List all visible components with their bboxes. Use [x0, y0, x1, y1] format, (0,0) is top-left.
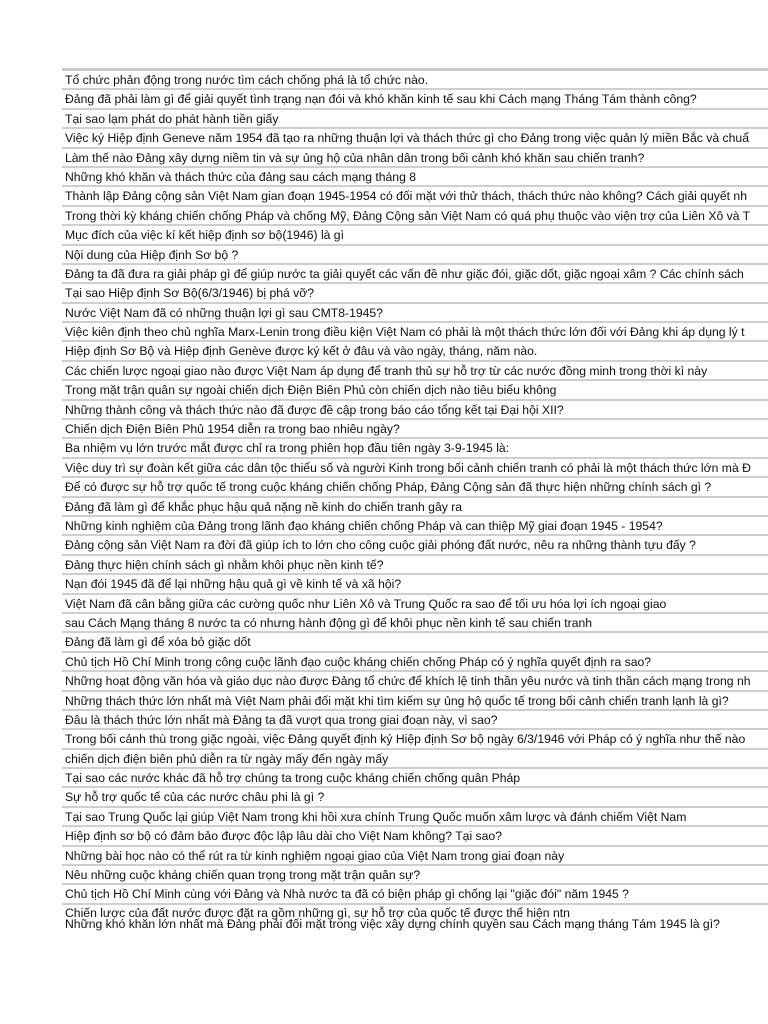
table-row[interactable]: chiến dịch điện biên phủ diễn ra từ ngày mấy đến ngày mấy [62, 750, 768, 769]
table-row[interactable]: Chủ tịch Hồ Chí Minh trong công cuộc lãnh đạo cuộc kháng chiến chống Pháp có ý nghĩa quyết định ra sao? [62, 653, 768, 672]
table-row[interactable]: Những thách thức lớn nhất mà Việt Nam phải đối mặt khi tìm kiếm sự ủng hộ quốc tế trong bối cảnh chiến tranh lạnh là gì? [62, 692, 768, 711]
table-row[interactable]: Hiệp định sơ bộ có đảm bảo được độc lập lâu dài cho Việt Nam không? Tại sao? [62, 827, 768, 846]
table-row[interactable]: Việc duy trì sự đoàn kết giữa các dân tộc thiểu số và người Kinh trong bối cảnh chiến tranh có phải là một thách thức lớn mà Đ [62, 459, 768, 478]
table-row[interactable]: Làm thế nào Đảng xây dựng niềm tin và sự ủng hộ của nhân dân trong bối cảnh khó khăn sau chiến tranh? [62, 149, 768, 168]
table-row[interactable]: Mục đích của việc kí kết hiệp định sơ bộ(1946) là gì [62, 226, 768, 245]
table-row[interactable]: Đảng thực hiện chính sách gì nhằm khôi phục nền kinh tế? [62, 556, 768, 575]
table-row[interactable]: Để có được sự hỗ trợ quốc tế trong cuộc kháng chiến chống Pháp, Đảng Cộng sản đã thực hiện những chính sách gì ? [62, 478, 768, 497]
table-row[interactable]: Chủ tịch Hồ Chí Minh cùng với Đảng và Nhà nước ta đã có biện pháp gì chống lại "giặc đói" năm 1945 ? [62, 885, 768, 904]
table-row[interactable]: Đảng ta đã đưa ra giải pháp gì để giúp nước ta giải quyết các vấn đề như giặc đói, giặc dốt, giặc ngoại xâm ? Các chính sách [62, 265, 768, 284]
table-row[interactable]: Các chiến lược ngoại giao nào được Việt Nam áp dụng để tranh thủ sự hỗ trợ từ các nước đồng minh trong thời kì này [62, 362, 768, 381]
table-row-last[interactable] [62, 905, 768, 940]
table-row[interactable]: Việt Nam đã cân bằng giữa các cường quốc như Liên Xô và Trung Quốc ra sao để tối ưu hóa lợi ích ngoại giao [62, 595, 768, 614]
table-row[interactable]: Những kinh nghiệm của Đảng trong lãnh đạo kháng chiến chống Pháp và can thiệp Mỹ giai đoạn 1945 - 1954? [62, 517, 768, 536]
table-row[interactable]: Đâu là thách thức lớn nhất mà Đảng ta đã vượt qua trong giai đoạn này, vì sao? [62, 711, 768, 730]
table-row[interactable]: Trong bối cảnh thù trong giặc ngoài, việc Đảng quyết định ký Hiệp định Sơ bộ ngày 6/3/1946 với Pháp có ý nghĩa như thế nào [62, 730, 768, 749]
table-row[interactable]: Những thành công và thách thức nào đã được đề cập trong báo cáo tổng kết tại Đại hội XII? [62, 401, 768, 420]
table-row[interactable]: Nêu những cuộc kháng chiến quan trọng trong mặt trận quân sự? [62, 866, 768, 885]
table-row[interactable]: Những hoạt động văn hóa và giáo dục nào được Đảng tổ chức để khích lệ tinh thần yêu nước và tinh thần cách mạng trong nh [62, 672, 768, 691]
table-row[interactable]: Ba nhiệm vụ lớn trước mắt được chỉ ra trong phiên họp đầu tiên ngày 3-9-1945 là: [62, 439, 768, 458]
table-row[interactable]: Những bài học nào có thể rút ra từ kinh nghiệm ngoại giao của Việt Nam trong giai đoạn này [62, 847, 768, 866]
table-row[interactable]: Chiến dịch Điện Biên Phủ 1954 diễn ra trong bao nhiêu ngày? [62, 420, 768, 439]
table-row[interactable]: Hiệp định Sơ Bộ và Hiệp định Genève được ký kết ở đâu và vào ngày, tháng, năm nào. [62, 342, 768, 361]
cell-text: Chiến lược của đất nước được đặt ra gồm những gì, sự hỗ trợ của quốc tế được thể hiện ntn [65, 905, 570, 920]
table-row[interactable]: Tại sao các nước khác đã hỗ trợ chúng ta trong cuộc kháng chiến chống quân Pháp [62, 769, 768, 788]
table-row[interactable]: Trong thời kỳ kháng chiến chống Pháp và chống Mỹ, Đảng Cộng sản Việt Nam có quá phụ thuộc vào viện trợ của Liên Xô và T [62, 207, 768, 226]
table-row[interactable]: Sự hỗ trợ quốc tế của các nước châu phi là gì ? [62, 788, 768, 807]
table-row[interactable]: Nước Việt Nam đã có những thuận lợi gì sau CMT8-1945? [62, 304, 768, 323]
table-row[interactable]: Nạn đói 1945 đã để lại những hậu quả gì về kinh tế và xã hội? [62, 575, 768, 594]
table-row[interactable]: Đảng đã làm gì để khắc phục hậu quả nặng nề kinh do chiến tranh gây ra [62, 498, 768, 517]
table-row[interactable]: Tổ chức phản động trong nước tìm cách chống phá là tổ chức nào. [62, 71, 768, 90]
table-row[interactable]: Tại sao Hiệp định Sơ Bộ(6/3/1946) bị phá vỡ? [62, 284, 768, 303]
rows-container [62, 71, 768, 905]
table-row[interactable]: Đảng cộng sản Việt Nam ra đời đã giúp ích to lớn cho công cuộc giải phóng đất nước, nêu ra những thành tựu đấy ? [62, 536, 768, 555]
spreadsheet-column [62, 68, 768, 940]
cell-text: Những khó khăn lớn nhất mà Đảng phải đối mặt trong việc xây dựng chính quyền sau Cách mạng tháng Tám 1945 là gì? [65, 916, 720, 931]
table-row[interactable]: Trong mặt trận quân sự ngoài chiến dịch Điện Biên Phủ còn chiến dịch nào tiêu biểu không [62, 381, 768, 400]
table-row[interactable]: Việc kiên định theo chủ nghĩa Marx-Lenin trong điều kiện Việt Nam có phải là một thách thức lớn đối với Đảng khi áp dụng lý t [62, 323, 768, 342]
table-row[interactable]: Những khó khăn và thách thức của đảng sau cách mạng tháng 8 [62, 168, 768, 187]
table-row[interactable]: Tại sao lạm phát do phát hành tiền giấy [62, 110, 768, 129]
table-row[interactable]: Đảng đã làm gì để xóa bỏ giặc dốt [62, 633, 768, 652]
table-row[interactable]: Thành lập Đảng cộng sản Việt Nam gian đoạn 1945-1954 có đối mặt với thử thách, thách thức nào không? Cách giải quyết nh [62, 187, 768, 206]
table-row[interactable]: Tại sao Trung Quốc lại giúp Việt Nam trong khi hồi xưa chính Trung Quốc muốn xâm lược và đánh chiếm Việt Nam [62, 808, 768, 827]
table-row[interactable]: Nội dung của Hiệp định Sơ bộ ? [62, 246, 768, 265]
table-row[interactable]: Việc ký Hiệp định Geneve năm 1954 đã tạo ra những thuận lợi và thách thức gì cho Đảng trong việc quản lý miền Bắc và chuẩ [62, 129, 768, 148]
table-row[interactable]: sau Cách Mạng tháng 8 nước ta có nhưng hành động gì để khôi phục nền kinh tế sau chiến tranh [62, 614, 768, 633]
table-row[interactable]: Đảng đã phải làm gì để giải quyết tình trạng nạn đói và khó khăn kinh tế sau khi Cách mạng Tháng Tám thành công? [62, 90, 768, 109]
